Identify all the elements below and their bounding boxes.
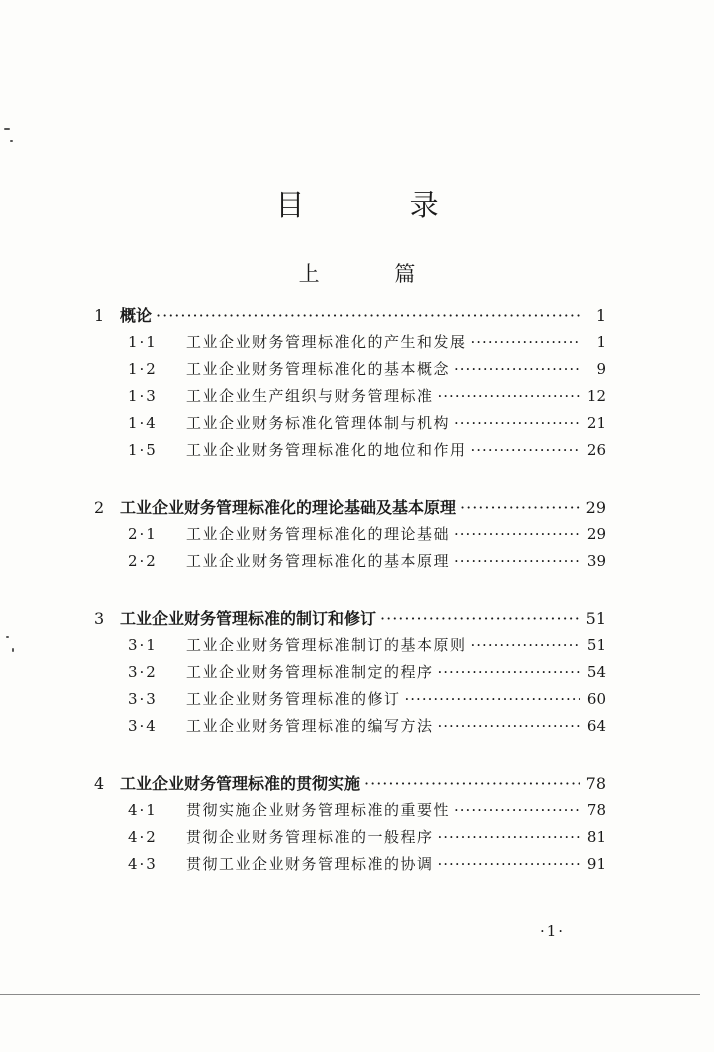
- section-number: 4·1: [128, 801, 158, 819]
- toc-section-entry: [94, 824, 606, 851]
- toc-chapter-entry: [94, 494, 606, 521]
- page-number: 39: [586, 552, 606, 570]
- leader-dots: [438, 383, 580, 410]
- page-number: 64: [586, 717, 606, 735]
- page-number: 1: [596, 333, 606, 351]
- section-title: 工业企业财务管理标准化的基本原理: [186, 552, 451, 570]
- table-of-contents: [94, 302, 606, 878]
- toc-section-entry: [94, 521, 606, 548]
- section-title: 工业企业财务管理标准化的地位和作用: [186, 441, 467, 459]
- page-number: 60: [586, 690, 606, 708]
- chapter-title: 工业企业财务管理标准的制订和修订: [120, 609, 377, 628]
- section-title: 工业企业财务管理标准制定的程序: [186, 663, 434, 681]
- leader-dots: [454, 521, 580, 548]
- page-number: 21: [586, 414, 606, 432]
- chapter-spacer: [94, 575, 606, 605]
- section-number: 1·3: [128, 387, 158, 405]
- leader-dots: [454, 797, 580, 824]
- page-number: 81: [586, 828, 606, 846]
- toc-chapter-entry: [94, 302, 606, 329]
- section-title: 工业企业财务管理标准的修订: [186, 690, 401, 708]
- toc-section-entry: [94, 713, 606, 740]
- section-title: 工业企业财务标准化管理体制与机构: [186, 414, 451, 432]
- scan-speck: [12, 648, 14, 652]
- section-title: 工业企业财务管理标准化的产生和发展: [186, 333, 467, 351]
- section-title: 工业企业财务管理标准的编写方法: [186, 717, 434, 735]
- section-title: 贯彻企业财务管理标准的一般程序: [186, 828, 434, 846]
- section-number: 3·1: [128, 636, 158, 654]
- section-number: 3·2: [128, 663, 158, 681]
- section-number: 1·5: [128, 441, 158, 459]
- leader-dots: [438, 659, 580, 686]
- toc-section-entry: [94, 797, 606, 824]
- leader-dots: [454, 548, 580, 575]
- toc-section-entry: [94, 851, 606, 878]
- page-number: 1: [595, 306, 606, 325]
- page-number: 51: [586, 636, 606, 654]
- leader-dots: [471, 329, 580, 356]
- scan-speck: [6, 636, 9, 638]
- toc-section-entry: [94, 659, 606, 686]
- page-title: 目 录: [275, 188, 487, 222]
- page-number: 91: [586, 855, 606, 873]
- leader-dots: [156, 302, 580, 329]
- leader-dots: [471, 632, 580, 659]
- page-number: 29: [586, 525, 606, 543]
- scan-speck: [10, 140, 13, 142]
- leader-dots: [438, 851, 580, 878]
- leader-dots: [454, 356, 580, 383]
- page-number: 54: [586, 663, 606, 681]
- page-number: 9: [596, 360, 606, 378]
- section-number: 3·4: [128, 717, 158, 735]
- toc-section-entry: [94, 632, 606, 659]
- toc-chapter: [94, 770, 606, 878]
- scan-edge-line: [0, 994, 700, 995]
- chapter-number: 4: [94, 774, 105, 793]
- page-folio: ·1·: [540, 922, 566, 940]
- leader-dots: [438, 713, 580, 740]
- section-title: 工业企业生产组织与财务管理标准: [186, 387, 434, 405]
- chapter-spacer: [94, 740, 606, 770]
- leader-dots: [454, 410, 580, 437]
- leader-dots: [460, 494, 580, 521]
- section-title: 工业企业财务管理标准制订的基本原则: [186, 636, 467, 654]
- toc-section-entry: [94, 329, 606, 356]
- toc-chapter-entry: [94, 770, 606, 797]
- section-number: 2·2: [128, 552, 158, 570]
- toc-chapter: [94, 302, 606, 464]
- chapter-number: 1: [94, 306, 105, 325]
- section-number: 1·1: [128, 333, 158, 351]
- toc-chapter-entry: [94, 605, 606, 632]
- section-title: 工业企业财务管理标准化的理论基础: [186, 525, 451, 543]
- section-number: 2·1: [128, 525, 158, 543]
- toc-section-entry: [94, 548, 606, 575]
- section-number: 4·3: [128, 855, 158, 873]
- toc-section-entry: [94, 686, 606, 713]
- page-number: 29: [585, 498, 606, 517]
- leader-dots: [438, 824, 580, 851]
- leader-dots: [471, 437, 580, 464]
- section-title: 工业企业财务管理标准化的基本概念: [186, 360, 451, 378]
- chapter-spacer: [94, 464, 606, 494]
- part-heading: 上 篇: [298, 262, 450, 286]
- page-number: 12: [586, 387, 606, 405]
- section-title: 贯彻实施企业财务管理标准的重要性: [186, 801, 451, 819]
- toc-section-entry: [94, 437, 606, 464]
- page-number: 51: [585, 609, 606, 628]
- toc-section-entry: [94, 383, 606, 410]
- chapter-title: 工业企业财务管理标准化的理论基础及基本原理: [120, 498, 457, 517]
- scan-speck: [4, 128, 10, 130]
- toc-chapter: [94, 494, 606, 575]
- section-title: 贯彻工业企业财务管理标准的协调: [186, 855, 434, 873]
- toc-section-entry: [94, 356, 606, 383]
- leader-dots: [380, 605, 580, 632]
- page-number: 78: [586, 801, 606, 819]
- leader-dots: [405, 686, 580, 713]
- chapter-title: 概论: [120, 306, 153, 325]
- page-number: 26: [586, 441, 606, 459]
- toc-chapter: [94, 605, 606, 740]
- section-number: 3·3: [128, 690, 158, 708]
- chapter-number: 2: [94, 498, 105, 517]
- chapter-number: 3: [94, 609, 105, 628]
- chapter-title: 工业企业财务管理标准的贯彻实施: [120, 774, 361, 793]
- page-number: 78: [585, 774, 606, 793]
- toc-section-entry: [94, 410, 606, 437]
- leader-dots: [364, 770, 580, 797]
- section-number: 4·2: [128, 828, 158, 846]
- section-number: 1·2: [128, 360, 158, 378]
- section-number: 1·4: [128, 414, 158, 432]
